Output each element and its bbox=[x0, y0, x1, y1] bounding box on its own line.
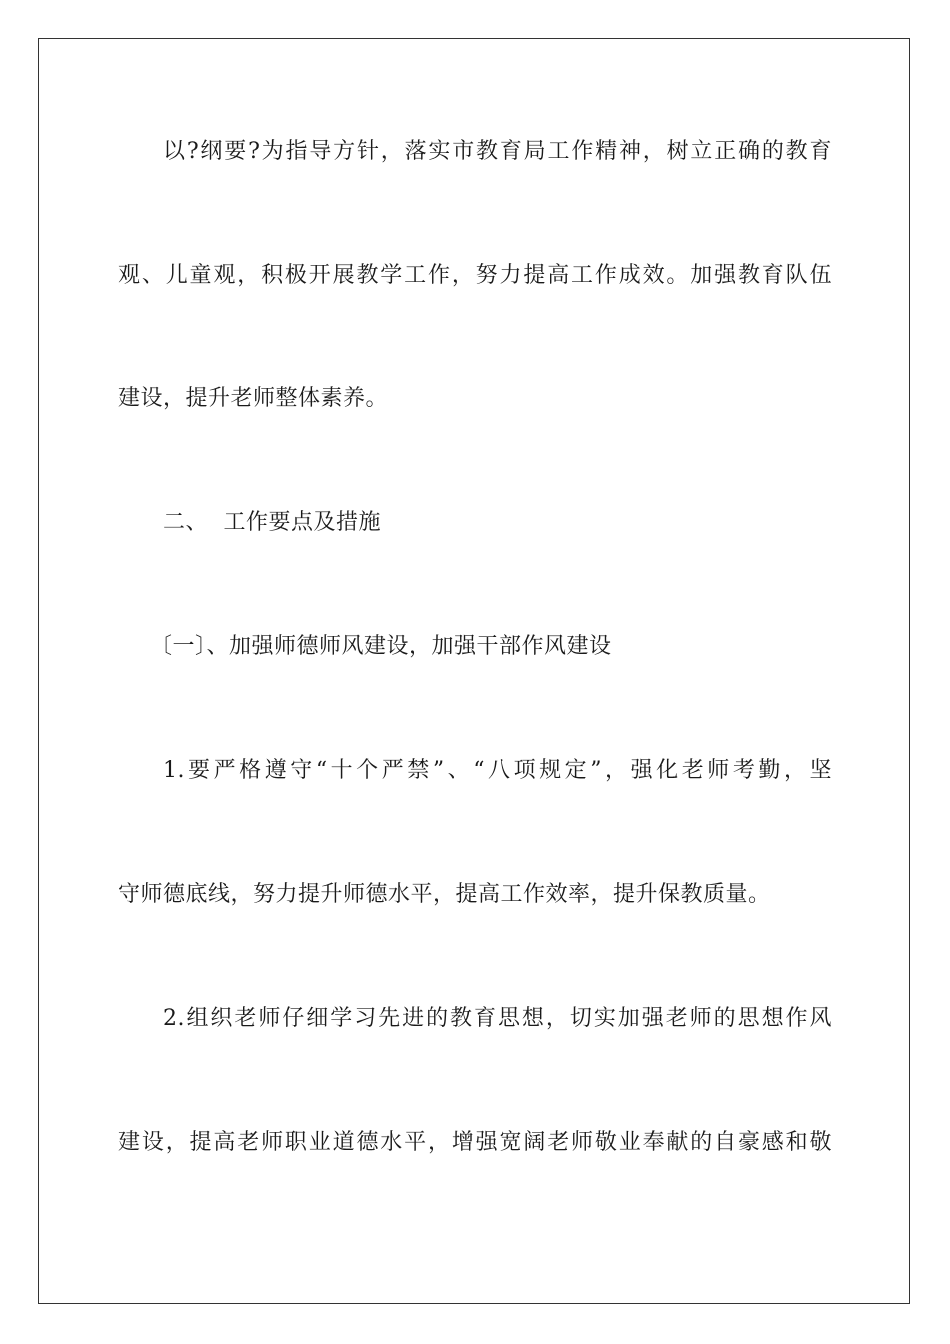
item-1-line-1: 1.要严格遵守“十个严禁”、“八项规定”，强化老师考勤，坚 bbox=[163, 758, 832, 783]
section-heading: 二、 工作要点及措施 bbox=[163, 510, 381, 535]
page-border bbox=[38, 38, 910, 1304]
item-2-line-1: 2.组织老师仔细学习先进的教育思想，切实加强老师的思想作风 bbox=[163, 1006, 832, 1031]
paragraph-1-line-1: 以?纲要?为指导方针，落实市教育局工作精神，树立正确的教育 bbox=[163, 139, 832, 164]
paragraph-1-line-3: 建设，提升老师整体素养。 bbox=[118, 386, 389, 411]
subsection-heading: 〔一〕、加强师德师风建设，加强干部作风建设 bbox=[150, 634, 612, 659]
item-1-line-2: 守师德底线，努力提升师德水平，提高工作效率，提升保教质量。 bbox=[118, 882, 771, 907]
item-2-line-2: 建设，提高老师职业道德水平，增强宽阔老师敬业奉献的自豪感和敬 bbox=[118, 1130, 832, 1155]
paragraph-1-line-2: 观、儿童观，积极开展教学工作，努力提高工作成效。加强教育队伍 bbox=[118, 263, 832, 288]
